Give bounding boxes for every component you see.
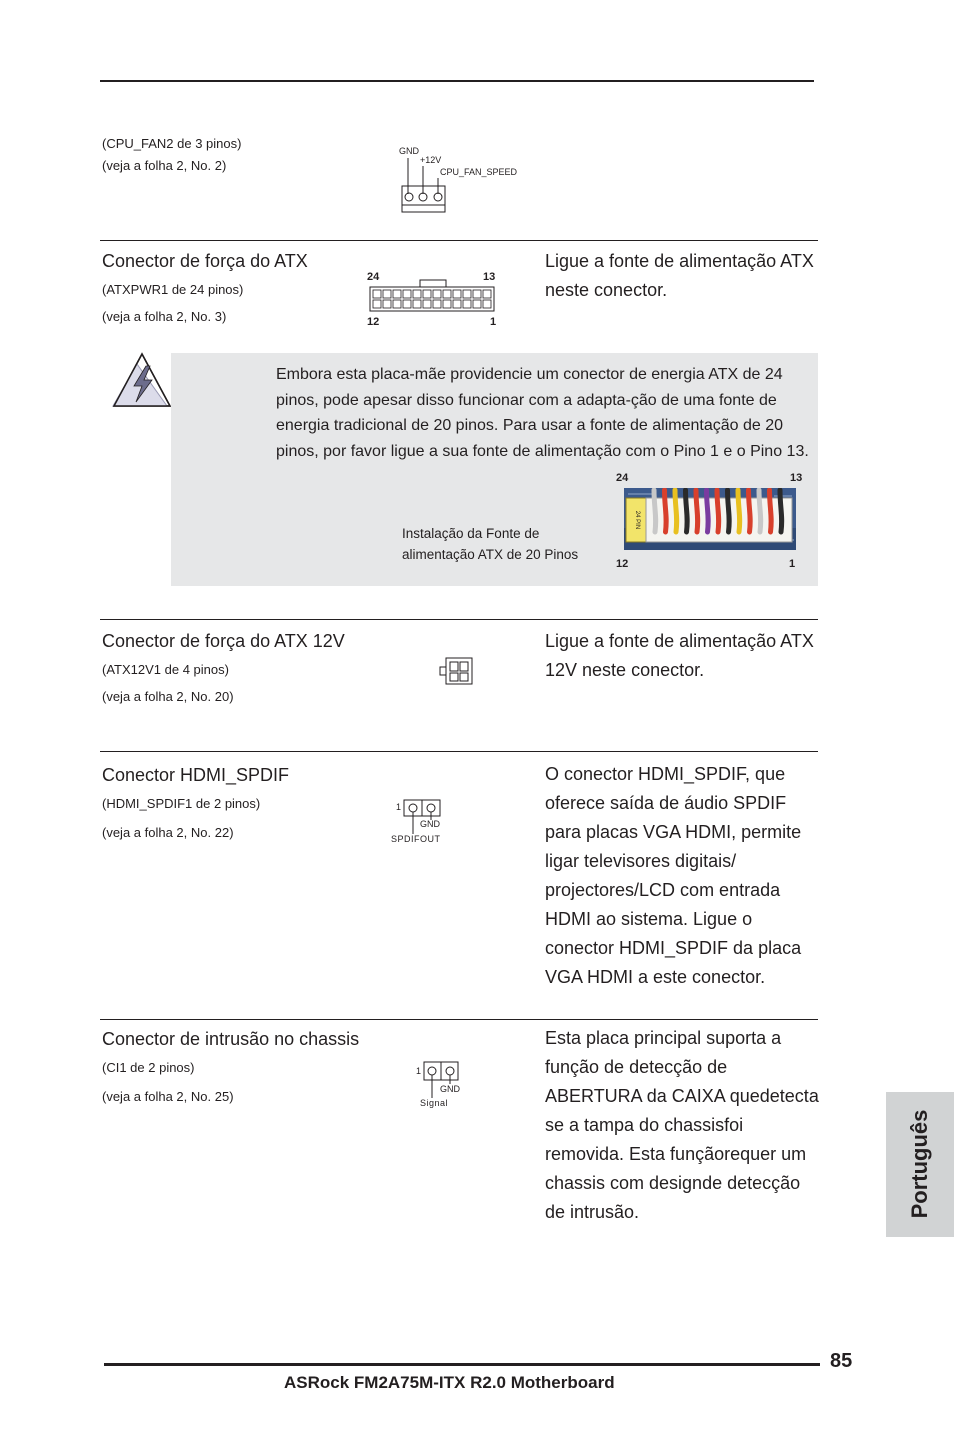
atx24-pin xyxy=(463,300,471,308)
photo-wire xyxy=(780,490,782,532)
chassis-description: Esta placa principal suporta a função de detecção de ABERTURA da CAIXA quedetecta se a tampa do chassisfoi removida. Esta funçãorequer um chassis com designde detecção de intrusão. xyxy=(545,1028,819,1222)
pin-24-label: 24 xyxy=(367,271,380,283)
photo-wire xyxy=(759,490,761,532)
hdmi-description: O conector HDMI_SPDIF, que oferece saída de áudio SPDIF para placas VGA HDMI, permite ligar televisores digitais/ projectores/LCD com entrada HDMI ao sistema. Ligue o conector HDMI_SPDIF da placa VGA HDMI a este conector. xyxy=(545,764,802,987)
atx-title: Conector de força do ATX xyxy=(102,251,308,271)
section-rule-hdmi xyxy=(100,751,818,752)
language-tab xyxy=(886,1092,954,1237)
cpu-fan2-reference: (veja a folha 2, No. 2) xyxy=(102,158,227,173)
hdmi-pin-gnd-label: GND xyxy=(420,819,440,829)
photo-pin-13-label: 13 xyxy=(790,472,803,484)
atx24-pin xyxy=(483,290,491,298)
atx24-connector-icon xyxy=(362,268,502,332)
photo-wire xyxy=(717,490,719,532)
hdmi-pins-label: (HDMI_SPDIF1 de 2 pinos) xyxy=(102,796,261,811)
atx24-pin xyxy=(373,290,381,298)
hdmi-spdif-header-icon xyxy=(388,796,458,848)
section-rule-chassis xyxy=(100,1019,818,1020)
atx24-pin xyxy=(473,300,481,308)
section-rule-atx12v xyxy=(100,619,818,620)
cpu-fan2-diagram xyxy=(396,142,536,218)
top-rule xyxy=(100,80,814,82)
language-tab-label: Português xyxy=(907,1109,932,1219)
photo-wire xyxy=(675,490,677,532)
pin-gnd-label: GND xyxy=(399,146,419,156)
photo-connector-label: 24 PIN xyxy=(634,510,640,530)
atx12v-connector-icon xyxy=(436,654,476,688)
atx24-pin xyxy=(383,290,391,298)
atx24-pin xyxy=(453,290,461,298)
photo-wire xyxy=(654,490,656,532)
chassis-reference: (veja a folha 2, No. 25) xyxy=(102,1089,234,1104)
photo-wire xyxy=(770,490,772,532)
pin-12-label: 12 xyxy=(367,316,380,328)
photo-wire xyxy=(738,490,740,532)
chassis-pin-signal-label: Signal xyxy=(420,1098,449,1108)
photo-wire xyxy=(749,490,751,532)
atx24-pin xyxy=(473,290,481,298)
atx-pins-label: (ATXPWR1 de 24 pinos) xyxy=(102,282,244,297)
atx24-pin xyxy=(443,290,451,298)
atx24-pin xyxy=(373,300,381,308)
photo-wire xyxy=(686,490,688,532)
atx12v-pins-label: (ATX12V1 de 4 pinos) xyxy=(102,662,229,677)
photo-pin-12-label: 12 xyxy=(616,558,629,570)
chassis-header-icon xyxy=(414,1058,484,1112)
chassis-intrusion-diagram xyxy=(414,1058,484,1112)
atx24-pin xyxy=(403,300,411,308)
footer-rule xyxy=(104,1363,820,1366)
chassis-pins-label: (CI1 de 2 pinos) xyxy=(102,1060,195,1075)
footer-product: ASRock FM2A75M-ITX R2.0 Motherboard xyxy=(284,1373,615,1392)
atx12v-reference: (veja a folha 2, No. 20) xyxy=(102,689,234,704)
atx20-photo-figure xyxy=(612,470,808,574)
atx24-pin xyxy=(433,290,441,298)
atx24-pin xyxy=(423,290,431,298)
atx24-pin xyxy=(453,300,461,308)
atx24-pin xyxy=(393,290,401,298)
atx-reference: (veja a folha 2, No. 3) xyxy=(102,309,227,324)
cpu-fan2-pins-label: (CPU_FAN2 de 3 pinos) xyxy=(102,136,242,151)
section-rule-atx xyxy=(100,240,818,241)
warning-lightning-icon xyxy=(110,350,174,412)
note-text: Embora esta placa-mãe providencie um conector de energia ATX de 24 pinos, pode apesar disso funcionar com a adapta-ção de uma fonte de energia tradicional de 20 pinos. Para usar a fonte de alimentação de 20 pinos, por favor ligue a sua fonte de alimentação com o Pino 1 e o Pino 13. xyxy=(276,366,809,460)
pin-12v-label: +12V xyxy=(420,155,442,165)
pin-13-label: 13 xyxy=(483,271,496,283)
atx24-pin xyxy=(393,300,401,308)
photo-wire xyxy=(665,490,667,532)
atx24-pin xyxy=(403,290,411,298)
hdmi-spdif-diagram xyxy=(388,796,458,848)
photo-wire xyxy=(696,490,698,532)
note-caption: Instalação da Fonte de alimentação ATX de 20 Pinos xyxy=(402,526,579,562)
atx24-pin xyxy=(463,290,471,298)
photo-wire xyxy=(728,490,730,532)
hdmi-reference: (veja a folha 2, No. 22) xyxy=(102,825,234,840)
atx24-pin xyxy=(433,300,441,308)
chassis-pin-gnd-label: GND xyxy=(440,1084,460,1094)
atx24-pin xyxy=(423,300,431,308)
atx24-pin xyxy=(413,290,421,298)
atx24-pin xyxy=(413,300,421,308)
page-number: 85 xyxy=(830,1350,853,1372)
hdmi-pin-1-label: 1 xyxy=(396,802,402,812)
atx24-pin xyxy=(383,300,391,308)
fan-header-icon xyxy=(396,142,536,218)
chassis-title: Conector de intrusão no chassis xyxy=(102,1029,360,1049)
atx12v-description: Ligue a fonte de alimentação ATX 12V neste conector. xyxy=(545,631,814,680)
atx12v-title: Conector de força do ATX 12V xyxy=(102,631,345,651)
atx24-pin xyxy=(483,300,491,308)
photo-pin-24-label: 24 xyxy=(616,472,629,484)
atx24-pin xyxy=(443,300,451,308)
pin-1-label: 1 xyxy=(490,316,497,328)
photo-wire xyxy=(707,490,709,532)
atx20-photo xyxy=(624,488,796,550)
atx24-diagram xyxy=(362,268,502,332)
hdmi-pin-spdif-label: SPDIFOUT xyxy=(391,834,441,844)
chassis-pin-1-label: 1 xyxy=(416,1066,422,1076)
photo-pin-1-label: 1 xyxy=(789,558,796,570)
atx-description: Ligue a fonte de alimentação ATX neste conector. xyxy=(545,251,814,300)
hdmi-title: Conector HDMI_SPDIF xyxy=(102,765,290,785)
pin-speed-label: CPU_FAN_SPEED xyxy=(440,167,518,177)
